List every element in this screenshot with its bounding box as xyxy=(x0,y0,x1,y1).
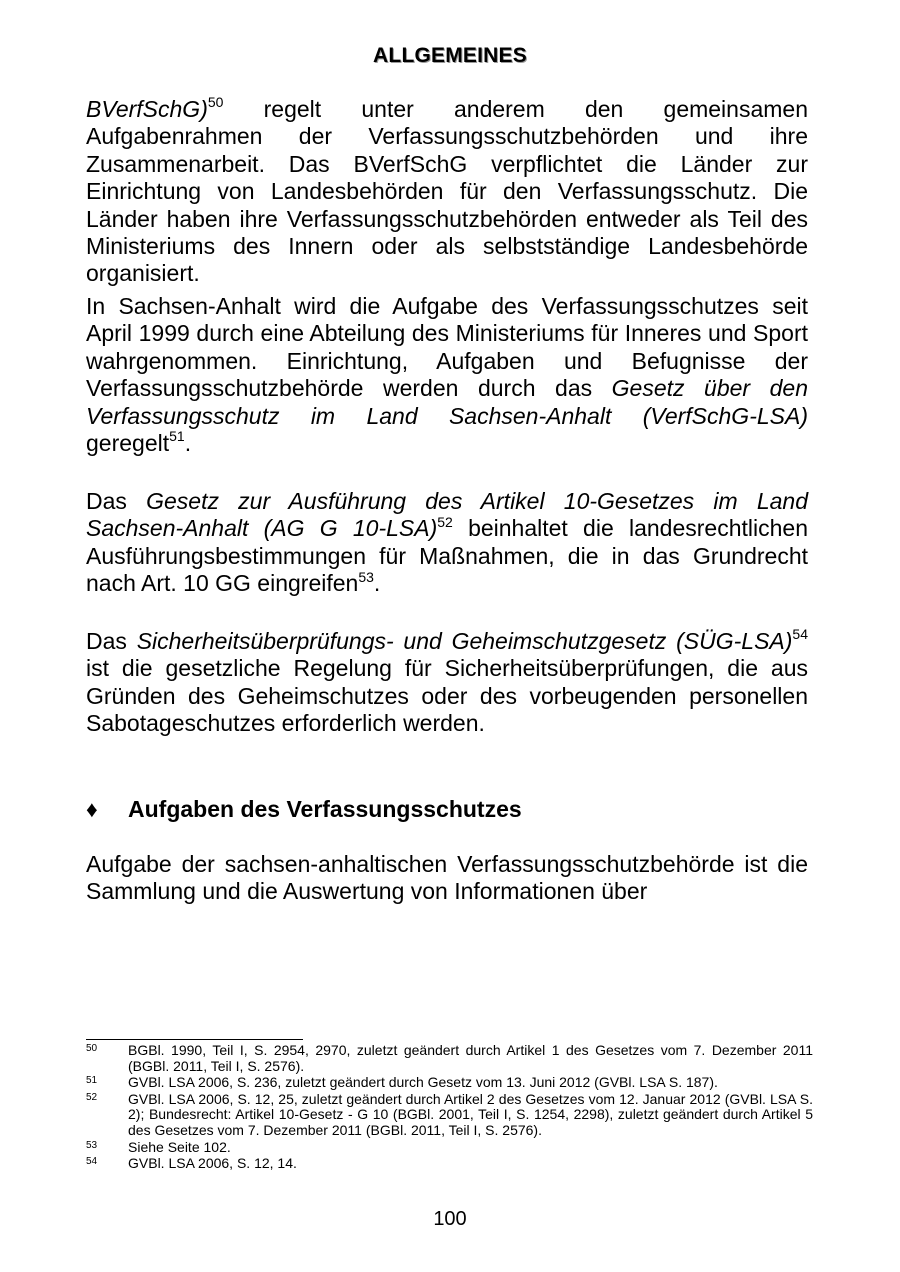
footnote-text: Siehe Seite 102. xyxy=(128,1138,231,1155)
footnote xyxy=(86,1156,813,1172)
page-header: ALLGEMEINES xyxy=(373,44,527,67)
paragraph-text: Aufgabe der sachsen-anhaltischen Verfassungsschutzbehörde ist die Sammlung und die Auswertung von Informationen über xyxy=(86,851,808,905)
paragraph-text: geregelt xyxy=(86,430,170,457)
footnote-text: BGBl. 1990, Teil I, S. 2954, 2970, zuletzt geändert durch Artikel 1 des Gesetzes vom 7. Dezember 2011 (BGBl. 2011, Teil I, S. 2576). xyxy=(128,1042,813,1074)
paragraph-text: Das xyxy=(86,488,147,514)
footnote xyxy=(86,1140,813,1156)
section-title: Aufgaben des Verfassungsschutzes xyxy=(128,796,522,822)
footnotes xyxy=(86,1043,813,1173)
footnote-number: 52 xyxy=(86,1091,98,1103)
paragraph-text: regelt unter anderem den gemeinsamen Aufgabenrahmen der Verfassungsschutzbehörden und ihre Zusammenarbeit. Das BVerfSchG verpflichtet die Länder zur Einrichtung von Landesbehörden für den Verfassungsschutz. Die Länder haben ihre Verfassungsschutzbehörden entweder als Teil des Ministeriums des Innern oder als selbstständige Landesbehörde organisiert. xyxy=(86,96,808,287)
footnote-divider xyxy=(86,1039,303,1040)
paragraph-sachsen-anhalt: In Sachsen-Anhalt wird die Aufgabe des Verfassungsschutzes seit April 1999 durch eine Abteilung des Ministeriums für Inneres und Sport wahrgenommen. Einrichtung, Aufgaben und Befugnisse der Verfassungsschutzbehörde werden durch das Gesetz über den Verfassungsschutz im Land Sachsen-Anhalt (VerfSchG-LSA) geregelt$^{51}$. xyxy=(86,293,808,457)
paragraph-bverfschg xyxy=(86,96,808,288)
footnote-ref-52[interactable]: 52 xyxy=(437,513,453,530)
paragraph-text: beinhaltet die landesrechtlichen Ausführungsbestimmungen für Maßnahmen, die in das Grundrecht nach Art. 10 GG eingreifen xyxy=(86,515,808,597)
page-number: 100 xyxy=(433,1208,467,1230)
law-title: Gesetz zur Ausführung des Artikel 10-Gesetzes im Land Sachsen-Anhalt (AG G 10-LSA) xyxy=(86,488,808,542)
footnote-ref-54[interactable]: 54 xyxy=(792,626,808,643)
footnote-number: 50 xyxy=(86,1043,98,1054)
paragraph-aufgabe xyxy=(86,851,808,906)
footnote-ref-53[interactable]: 53 xyxy=(358,568,374,585)
law-title: Gesetz über den Verfassungsschutz im Land Sachsen-Anhalt (VerfSchG-LSA) xyxy=(86,375,808,429)
footnote-ref-51[interactable]: 51 xyxy=(169,428,185,445)
section-heading xyxy=(86,796,808,823)
paragraph-text: Das xyxy=(86,628,137,654)
diamond-bullet-icon: ♦ xyxy=(86,796,98,822)
law-abbreviation: BVerfSchG) xyxy=(86,96,208,122)
footnote-text: GVBl. LSA 2006, S. 12, 14. xyxy=(128,1155,297,1172)
paragraph-ag-g10: Das Gesetz zur Ausführung des Artikel 10-Gesetzes im Land Sachsen-Anhalt (AG G 10-LSA)$^{52}$ beinhaltet die landesrechtlichen Ausführungsbestimmungen für Maßnahmen, die in das Grundrecht nach Art. 10 GG eingreifen$^{53}$. xyxy=(86,488,808,597)
footnote-ref-50[interactable]: 50 xyxy=(207,94,224,111)
footnote-text: GVBl. LSA 2006, S. 236, zuletzt geändert durch Gesetz vom 13. Juni 2012 (GVBl. LSA S. 187). xyxy=(128,1074,718,1091)
law-title: Sicherheitsüberprüfungs- und Geheimschutzgesetz (SÜG-LSA) xyxy=(136,628,793,654)
footnote-number: 51 xyxy=(86,1075,98,1087)
footnote-number: 54 xyxy=(86,1156,98,1168)
footnote-text: GVBl. LSA 2006, S. 12, 25, zuletzt geändert durch Artikel 2 des Gesetzes vom 12. Januar 2012 (GVBl. LSA S. 2); Bundesrecht: Artikel 10-Gesetz - G 10 (BGBl. 2001, Teil I, S. 1254, 2298), zuletzt geändert durch Artikel 5 des Gesetzes vom 7. Dezember 2011 (BGBl. 2011, Teil I, S. 2576). xyxy=(128,1090,813,1138)
footnote xyxy=(86,1043,813,1074)
footnote xyxy=(86,1092,813,1139)
footnote-number: 53 xyxy=(86,1139,98,1151)
paragraph-text: In Sachsen-Anhalt wird die Aufgabe des Verfassungsschutzes seit April 1999 durch eine Abteilung des Ministeriums für Inneres und Sport wahrgenommen. Einrichtung, Aufgaben und Befugnisse der Verfassungsschutzbehörde werden durch das xyxy=(86,293,808,402)
paragraph-sueg xyxy=(86,628,808,738)
footnote xyxy=(86,1075,813,1091)
paragraph-text: ist die gesetzliche Regelung für Sicherheitsüberprüfungen, die aus Gründen des Geheimschutzes oder des vorbeugenden personellen Sabotageschutzes erforderlich werden. xyxy=(86,655,808,737)
